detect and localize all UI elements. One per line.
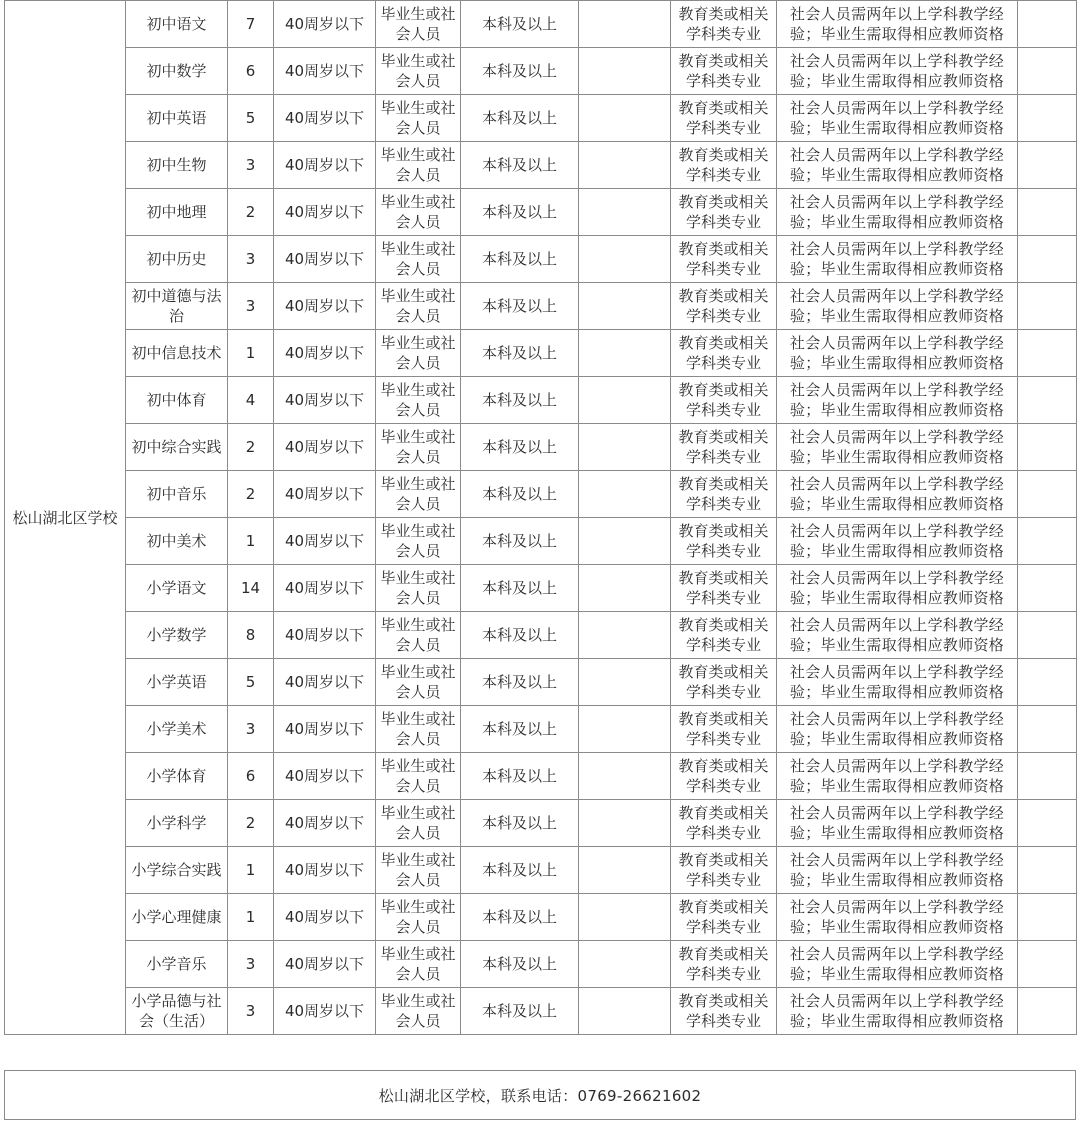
major-cell: 教育类或相关学科类专业 [671,48,777,95]
education-cell: 本科及以上 [461,236,579,283]
blank-cell [1018,330,1077,377]
identity-cell: 毕业生或社会人员 [376,189,461,236]
table-row [5,565,1077,612]
identity-cell: 毕业生或社会人员 [376,612,461,659]
identity-cell: 毕业生或社会人员 [376,847,461,894]
major-cell: 教育类或相关学科类专业 [671,753,777,800]
identity-cell: 毕业生或社会人员 [376,565,461,612]
table-row [5,236,1077,283]
education-cell: 本科及以上 [461,565,579,612]
count-cell: 3 [228,941,274,988]
note-cell: 社会人员需两年以上学科教学经验；毕业生需取得相应教师资格 [777,236,1018,283]
note-cell: 社会人员需两年以上学科教学经验；毕业生需取得相应教师资格 [777,424,1018,471]
subject-cell: 初中英语 [126,95,228,142]
subject-cell: 初中数学 [126,48,228,95]
table-row [5,377,1077,424]
table-row [5,894,1077,941]
major-cell: 教育类或相关学科类专业 [671,142,777,189]
education-cell: 本科及以上 [461,988,579,1035]
identity-cell: 毕业生或社会人员 [376,753,461,800]
note-cell: 社会人员需两年以上学科教学经验；毕业生需取得相应教师资格 [777,941,1018,988]
education-cell: 本科及以上 [461,706,579,753]
blank-cell [579,377,671,424]
age-cell: 40周岁以下 [274,1,376,48]
education-cell: 本科及以上 [461,95,579,142]
major-cell: 教育类或相关学科类专业 [671,988,777,1035]
age-cell: 40周岁以下 [274,753,376,800]
blank-cell [579,424,671,471]
count-cell: 1 [228,330,274,377]
table-row [5,847,1077,894]
blank-cell [1018,236,1077,283]
major-cell: 教育类或相关学科类专业 [671,377,777,424]
major-cell: 教育类或相关学科类专业 [671,1,777,48]
age-cell: 40周岁以下 [274,565,376,612]
count-cell: 1 [228,847,274,894]
count-cell: 5 [228,95,274,142]
age-cell: 40周岁以下 [274,612,376,659]
major-cell: 教育类或相关学科类专业 [671,424,777,471]
education-cell: 本科及以上 [461,612,579,659]
education-cell: 本科及以上 [461,1,579,48]
blank-cell [579,142,671,189]
blank-cell [579,283,671,330]
age-cell: 40周岁以下 [274,330,376,377]
blank-cell [579,518,671,565]
blank-cell [579,612,671,659]
blank-cell [1018,189,1077,236]
major-cell: 教育类或相关学科类专业 [671,565,777,612]
identity-cell: 毕业生或社会人员 [376,1,461,48]
note-cell: 社会人员需两年以上学科教学经验；毕业生需取得相应教师资格 [777,706,1018,753]
note-cell: 社会人员需两年以上学科教学经验；毕业生需取得相应教师资格 [777,189,1018,236]
table-row [5,95,1077,142]
subject-cell: 初中音乐 [126,471,228,518]
subject-cell: 初中美术 [126,518,228,565]
blank-cell [579,236,671,283]
major-cell: 教育类或相关学科类专业 [671,330,777,377]
identity-cell: 毕业生或社会人员 [376,706,461,753]
education-cell: 本科及以上 [461,518,579,565]
note-cell: 社会人员需两年以上学科教学经验；毕业生需取得相应教师资格 [777,753,1018,800]
subject-cell: 小学科学 [126,800,228,847]
blank-cell [1018,424,1077,471]
blank-cell [1018,377,1077,424]
table-row [5,424,1077,471]
subject-cell: 小学综合实践 [126,847,228,894]
identity-cell: 毕业生或社会人员 [376,236,461,283]
note-cell: 社会人员需两年以上学科教学经验；毕业生需取得相应教师资格 [777,800,1018,847]
education-cell: 本科及以上 [461,941,579,988]
identity-cell: 毕业生或社会人员 [376,518,461,565]
education-cell: 本科及以上 [461,48,579,95]
education-cell: 本科及以上 [461,377,579,424]
note-cell: 社会人员需两年以上学科教学经验；毕业生需取得相应教师资格 [777,894,1018,941]
blank-cell [1018,753,1077,800]
blank-cell [579,988,671,1035]
table-row [5,988,1077,1035]
count-cell: 1 [228,894,274,941]
age-cell: 40周岁以下 [274,283,376,330]
identity-cell: 毕业生或社会人员 [376,377,461,424]
school-name-cell: 松山湖北区学校 [5,1,126,1035]
subject-cell: 小学品德与社会（生活） [126,988,228,1035]
table-row [5,941,1077,988]
blank-cell [579,189,671,236]
blank-cell [579,800,671,847]
contact-footer: 松山湖北区学校，联系电话：0769-26621602 [4,1070,1076,1120]
age-cell: 40周岁以下 [274,706,376,753]
table-row [5,142,1077,189]
subject-cell: 小学英语 [126,659,228,706]
blank-cell [579,753,671,800]
blank-cell [1018,706,1077,753]
education-cell: 本科及以上 [461,330,579,377]
blank-cell [579,95,671,142]
count-cell: 3 [228,283,274,330]
identity-cell: 毕业生或社会人员 [376,142,461,189]
subject-cell: 初中地理 [126,189,228,236]
note-cell: 社会人员需两年以上学科教学经验；毕业生需取得相应教师资格 [777,847,1018,894]
major-cell: 教育类或相关学科类专业 [671,471,777,518]
education-cell: 本科及以上 [461,800,579,847]
blank-cell [1018,612,1077,659]
blank-cell [1018,565,1077,612]
blank-cell [579,1,671,48]
identity-cell: 毕业生或社会人员 [376,48,461,95]
blank-cell [579,847,671,894]
note-cell: 社会人员需两年以上学科教学经验；毕业生需取得相应教师资格 [777,330,1018,377]
age-cell: 40周岁以下 [274,471,376,518]
note-cell: 社会人员需两年以上学科教学经验；毕业生需取得相应教师资格 [777,48,1018,95]
table-row [5,283,1077,330]
subject-cell: 初中历史 [126,236,228,283]
age-cell: 40周岁以下 [274,48,376,95]
identity-cell: 毕业生或社会人员 [376,283,461,330]
blank-cell [1018,941,1077,988]
note-cell: 社会人员需两年以上学科教学经验；毕业生需取得相应教师资格 [777,612,1018,659]
major-cell: 教育类或相关学科类专业 [671,706,777,753]
major-cell: 教育类或相关学科类专业 [671,518,777,565]
count-cell: 7 [228,1,274,48]
subject-cell: 初中体育 [126,377,228,424]
major-cell: 教育类或相关学科类专业 [671,894,777,941]
identity-cell: 毕业生或社会人员 [376,330,461,377]
major-cell: 教育类或相关学科类专业 [671,95,777,142]
blank-cell [579,941,671,988]
major-cell: 教育类或相关学科类专业 [671,236,777,283]
note-cell: 社会人员需两年以上学科教学经验；毕业生需取得相应教师资格 [777,471,1018,518]
subject-cell: 小学体育 [126,753,228,800]
blank-cell [1018,800,1077,847]
count-cell: 5 [228,659,274,706]
age-cell: 40周岁以下 [274,95,376,142]
table-row [5,1,1077,48]
major-cell: 教育类或相关学科类专业 [671,800,777,847]
age-cell: 40周岁以下 [274,847,376,894]
note-cell: 社会人员需两年以上学科教学经验；毕业生需取得相应教师资格 [777,1,1018,48]
age-cell: 40周岁以下 [274,941,376,988]
table-row [5,471,1077,518]
count-cell: 3 [228,236,274,283]
education-cell: 本科及以上 [461,189,579,236]
count-cell: 2 [228,471,274,518]
blank-cell [1018,847,1077,894]
major-cell: 教育类或相关学科类专业 [671,189,777,236]
blank-cell [1018,1,1077,48]
count-cell: 6 [228,753,274,800]
table-row [5,800,1077,847]
subject-cell: 初中信息技术 [126,330,228,377]
age-cell: 40周岁以下 [274,518,376,565]
education-cell: 本科及以上 [461,847,579,894]
count-cell: 4 [228,377,274,424]
note-cell: 社会人员需两年以上学科教学经验；毕业生需取得相应教师资格 [777,988,1018,1035]
age-cell: 40周岁以下 [274,424,376,471]
count-cell: 6 [228,48,274,95]
blank-cell [1018,894,1077,941]
age-cell: 40周岁以下 [274,659,376,706]
note-cell: 社会人员需两年以上学科教学经验；毕业生需取得相应教师资格 [777,565,1018,612]
count-cell: 2 [228,189,274,236]
table-body [5,1,1077,1035]
age-cell: 40周岁以下 [274,800,376,847]
age-cell: 40周岁以下 [274,894,376,941]
subject-cell: 小学心理健康 [126,894,228,941]
note-cell: 社会人员需两年以上学科教学经验；毕业生需取得相应教师资格 [777,659,1018,706]
major-cell: 教育类或相关学科类专业 [671,612,777,659]
table-row [5,612,1077,659]
table-row [5,48,1077,95]
age-cell: 40周岁以下 [274,189,376,236]
count-cell: 3 [228,988,274,1035]
identity-cell: 毕业生或社会人员 [376,894,461,941]
count-cell: 1 [228,518,274,565]
identity-cell: 毕业生或社会人员 [376,659,461,706]
note-cell: 社会人员需两年以上学科教学经验；毕业生需取得相应教师资格 [777,283,1018,330]
subject-cell: 初中生物 [126,142,228,189]
age-cell: 40周岁以下 [274,236,376,283]
identity-cell: 毕业生或社会人员 [376,95,461,142]
blank-cell [579,330,671,377]
table-row [5,659,1077,706]
count-cell: 8 [228,612,274,659]
age-cell: 40周岁以下 [274,988,376,1035]
blank-cell [579,894,671,941]
identity-cell: 毕业生或社会人员 [376,471,461,518]
blank-cell [579,471,671,518]
subject-cell: 小学语文 [126,565,228,612]
subject-cell: 小学音乐 [126,941,228,988]
note-cell: 社会人员需两年以上学科教学经验；毕业生需取得相应教师资格 [777,95,1018,142]
subject-cell: 小学数学 [126,612,228,659]
table-row [5,518,1077,565]
identity-cell: 毕业生或社会人员 [376,988,461,1035]
blank-cell [1018,518,1077,565]
identity-cell: 毕业生或社会人员 [376,800,461,847]
education-cell: 本科及以上 [461,471,579,518]
major-cell: 教育类或相关学科类专业 [671,659,777,706]
blank-cell [579,565,671,612]
blank-cell [1018,95,1077,142]
subject-cell: 小学美术 [126,706,228,753]
education-cell: 本科及以上 [461,753,579,800]
subject-cell: 初中道德与法治 [126,283,228,330]
note-cell: 社会人员需两年以上学科教学经验；毕业生需取得相应教师资格 [777,377,1018,424]
blank-cell [1018,471,1077,518]
major-cell: 教育类或相关学科类专业 [671,847,777,894]
note-cell: 社会人员需两年以上学科教学经验；毕业生需取得相应教师资格 [777,518,1018,565]
education-cell: 本科及以上 [461,283,579,330]
blank-cell [1018,142,1077,189]
education-cell: 本科及以上 [461,424,579,471]
note-cell: 社会人员需两年以上学科教学经验；毕业生需取得相应教师资格 [777,142,1018,189]
age-cell: 40周岁以下 [274,142,376,189]
education-cell: 本科及以上 [461,659,579,706]
blank-cell [1018,48,1077,95]
major-cell: 教育类或相关学科类专业 [671,283,777,330]
table-row [5,706,1077,753]
subject-cell: 初中综合实践 [126,424,228,471]
count-cell: 3 [228,142,274,189]
count-cell: 2 [228,800,274,847]
blank-cell [579,659,671,706]
blank-cell [579,48,671,95]
table-row [5,753,1077,800]
count-cell: 14 [228,565,274,612]
major-cell: 教育类或相关学科类专业 [671,941,777,988]
subject-cell: 初中语文 [126,1,228,48]
blank-cell [579,706,671,753]
age-cell: 40周岁以下 [274,377,376,424]
table-row [5,189,1077,236]
identity-cell: 毕业生或社会人员 [376,941,461,988]
count-cell: 2 [228,424,274,471]
education-cell: 本科及以上 [461,142,579,189]
blank-cell [1018,659,1077,706]
education-cell: 本科及以上 [461,894,579,941]
blank-cell [1018,988,1077,1035]
table-row [5,330,1077,377]
count-cell: 3 [228,706,274,753]
blank-cell [1018,283,1077,330]
recruitment-table [4,0,1077,1035]
identity-cell: 毕业生或社会人员 [376,424,461,471]
